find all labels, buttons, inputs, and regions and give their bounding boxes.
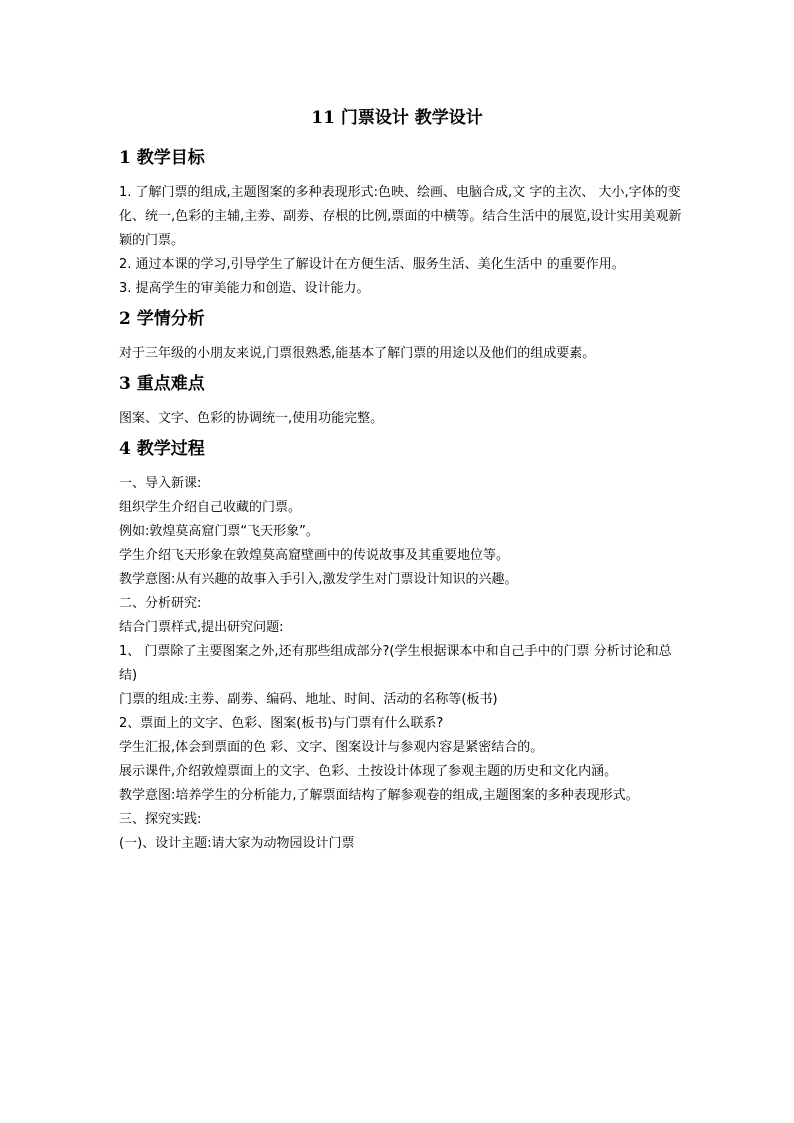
paragraph: 一、导入新课: — [119, 476, 202, 491]
paragraph: 门票的组成:主劵、副劵、编码、地址、时间、活动的名称等(板书) — [119, 692, 498, 707]
paragraph: 三、探究实践: — [119, 812, 202, 827]
paragraph: 1. 了解门票的组成,主题图案的多种表现形式:色映、绘画、电脑合成,文 字的主次、 大小,字体的变化、统一,色彩的主辅,主劵、副劵、存根的比例,票面的中横等。结合生活中的展览,设计实用美观新颖的门票。 — [119, 185, 682, 248]
section-heading: 3 重点难点 — [119, 374, 205, 394]
paragraph: 例如:敦煌莫高窟门票“飞天形象”。 — [119, 524, 319, 539]
paragraph: 教学意图:培养学生的分析能力,了解票面结构了解参观卷的组成,主题图案的多种表现形式。 — [119, 788, 639, 803]
paragraph: 展示课件,介绍敦煌票面上的文字、色彩、土按设计体现了参观主题的历史和文化内涵。 — [119, 764, 618, 779]
section-heading: 4 教学过程 — [119, 439, 205, 459]
section-teaching-process — [119, 437, 689, 856]
section-key-points — [119, 372, 689, 431]
paragraph: 3. 提高学生的审美能力和创造、设计能力。 — [119, 281, 370, 296]
paragraph: 结合门票样式,提出研究问题: — [119, 620, 284, 635]
paragraph: 组织学生介绍自己收藏的门票。 — [119, 500, 302, 515]
paragraph: 图案、文字、色彩的协调统一,使用功能完整。 — [119, 411, 384, 426]
document-title: 11 门票设计 教学设计 — [311, 108, 483, 128]
section-heading: 1 教学目标 — [119, 148, 205, 168]
section-student-analysis — [119, 307, 689, 366]
paragraph: 2、票面上的文字、色彩、图案(板书)与门票有什么联系? — [119, 716, 444, 731]
paragraph: 学生汇报,体会到票面的色 彩、文字、图案设计与参观内容是紧密结合的。 — [119, 740, 544, 755]
paragraph: 教学意图:从有兴趣的故事入手引入,激发学生对门票设计知识的兴趣。 — [119, 572, 518, 587]
paragraph: 学生介绍飞天形象在敦煌莫高窟壁画中的传说故事及其重要地位等。 — [119, 548, 510, 563]
paragraph: 2. 通过本课的学习,引导学生了解设计在方便生活、服务生活、美化生活中 的重要作用。 — [119, 257, 625, 272]
document-body — [119, 146, 689, 862]
paragraph: 二、分析研究: — [119, 596, 202, 611]
paragraph: (一)、设计主题:请大家为动物园设计门票 — [119, 836, 355, 851]
paragraph: 1、 门票除了主要图案之外,还有那些组成部分?(学生根据课本中和自己手中的门票 分析讨论和总结) — [119, 644, 672, 683]
section-heading: 2 学情分析 — [119, 309, 205, 329]
section-objectives — [119, 146, 689, 301]
paragraph: 对于三年级的小朋友来说,门票很熟悉,能基本了解门票的用途以及他们的组成要素。 — [119, 346, 596, 361]
